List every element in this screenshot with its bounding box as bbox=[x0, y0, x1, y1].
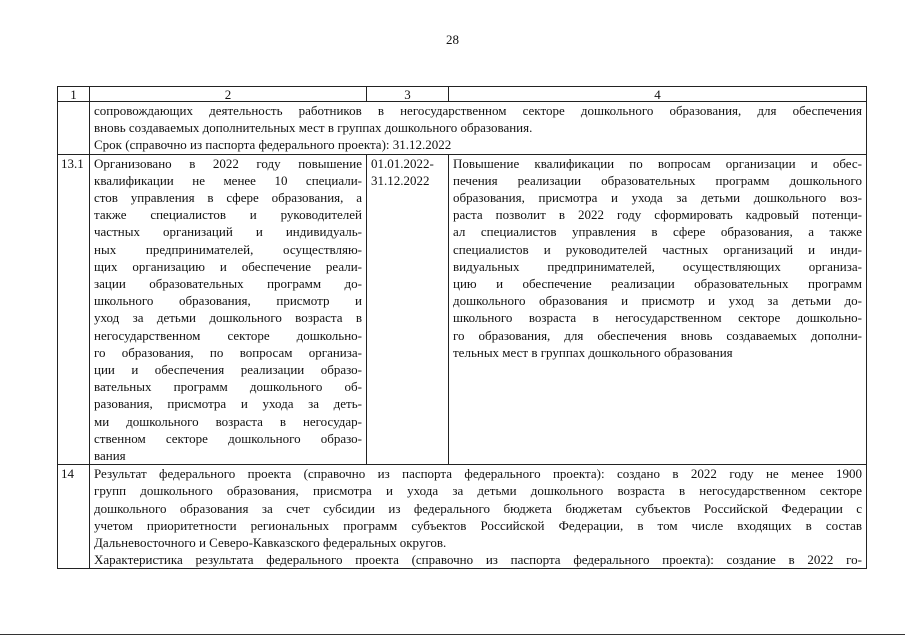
result-line: специалистов и руководителей частных организаций и инди- bbox=[453, 241, 862, 257]
description-line: ми дошкольного возраста в негосудар- bbox=[94, 413, 362, 429]
start-date: 01.01.2022- bbox=[371, 155, 434, 171]
result-line: тельных мест в группах дошкольного образования bbox=[453, 344, 733, 360]
description-line: частных организаций и индивидуаль- bbox=[94, 224, 362, 240]
table-row-13-1 bbox=[58, 154, 867, 465]
description-line: уход за детьми дошкольного возраста в bbox=[94, 310, 362, 326]
continuation-line: вновь создаваемых дополнительных мест в группах дошкольного образования. bbox=[94, 120, 533, 136]
result-line: го образования, для обеспечения вновь создаваемых дополни- bbox=[453, 327, 862, 343]
header-col-4: 4 bbox=[449, 87, 867, 102]
row-number: 13.1 bbox=[58, 154, 90, 465]
description-line: стов управления в сфере образования, а bbox=[94, 190, 362, 206]
description-line: вательных программ дошкольного об- bbox=[94, 379, 362, 395]
page-bottom-rule bbox=[0, 634, 905, 635]
header-col-3: 3 bbox=[367, 87, 449, 102]
result-line: дошкольного образования и присмотр и уход за детьми до- bbox=[453, 293, 862, 309]
deadline-line: Срок (справочно из паспорта федерального проекта): 31.12.2022 bbox=[94, 137, 452, 153]
continuation-text-cell bbox=[90, 102, 867, 155]
event-description-cell bbox=[90, 154, 367, 465]
description-line: щих организацию и обеспечение реали- bbox=[94, 258, 362, 274]
table-header-row bbox=[58, 87, 867, 102]
description-line: квалификации не менее 10 специали- bbox=[94, 172, 362, 188]
continuation-row bbox=[58, 102, 867, 155]
header-col-2: 2 bbox=[90, 87, 367, 102]
result-line: раста позволит в 2022 году сформировать кадровый потенци- bbox=[453, 207, 862, 223]
result-line: Повышение квалификации по вопросам организации и обес- bbox=[453, 155, 862, 171]
description-line: также специалистов и руководителей bbox=[94, 207, 362, 223]
federal-result-line: Характеристика результата федерального проекта (справочно из паспорта федерального проекта): создание в 2022 го- bbox=[94, 552, 862, 568]
federal-result-line: Дальневосточного и Северо-Кавказского федеральных округов. bbox=[94, 535, 447, 551]
federal-result-line: групп дошкольного образования, присмотра и ухода за детьми дошкольного возраста в негосударственном секторе bbox=[94, 483, 862, 499]
description-line: школьного образования, присмотр и bbox=[94, 293, 362, 309]
event-dates-cell bbox=[367, 154, 449, 465]
result-line: печения реализации образовательных программ дошкольного bbox=[453, 172, 862, 188]
federal-result-line: учетом приоритетности региональных программ субъектов Российской Федерации, в том числе входящих в состав bbox=[94, 517, 862, 533]
federal-result-cell bbox=[90, 465, 867, 569]
description-line: вания bbox=[94, 448, 126, 464]
document-table bbox=[57, 86, 867, 569]
table-row-14 bbox=[58, 465, 867, 569]
description-line: го образования, по вопросам организа- bbox=[94, 344, 362, 360]
continuation-line: сопровождающих деятельность работников в негосударственном секторе дошкольного образования, для обеспечения bbox=[94, 103, 862, 118]
end-date: 31.12.2022 bbox=[371, 172, 430, 188]
federal-result-line: Результат федерального проекта (справочно из паспорта федерального проекта): создано в 2022 году не менее 1900 bbox=[94, 466, 862, 482]
result-line: видуальных предпринимателей, осуществляющих организа- bbox=[453, 258, 862, 274]
header-col-1: 1 bbox=[58, 87, 90, 102]
description-line: ных предпринимателей, осуществляю- bbox=[94, 241, 362, 257]
result-line: образования, присмотра и ухода за детьми дошкольного воз- bbox=[453, 190, 862, 206]
description-line: зации образовательных программ до- bbox=[94, 276, 362, 292]
continuation-number-cell bbox=[58, 102, 90, 155]
description-line: ции и обеспечения реализации образо- bbox=[94, 362, 362, 378]
page-number: 28 bbox=[446, 32, 459, 47]
description-line: ственном секторе дошкольного образо- bbox=[94, 430, 362, 446]
description-line: негосударственном секторе дошкольно- bbox=[94, 327, 362, 343]
row-number: 14 bbox=[58, 465, 90, 569]
description-line: Организовано в 2022 году повышение bbox=[94, 155, 362, 171]
result-line: школьного возраста в негосударственном секторе дошкольно- bbox=[453, 310, 862, 326]
description-line: разования, присмотра и ухода за деть- bbox=[94, 396, 362, 412]
federal-result-line: дошкольного образования за счет субсидии из федерального бюджета бюджетам субъектов Российской Федерации с bbox=[94, 500, 862, 516]
event-result-cell bbox=[449, 154, 867, 465]
result-line: ал специалистов управления в сфере образования, а также bbox=[453, 224, 862, 240]
result-line: цию и обеспечение реализации образовательных программ bbox=[453, 276, 862, 292]
